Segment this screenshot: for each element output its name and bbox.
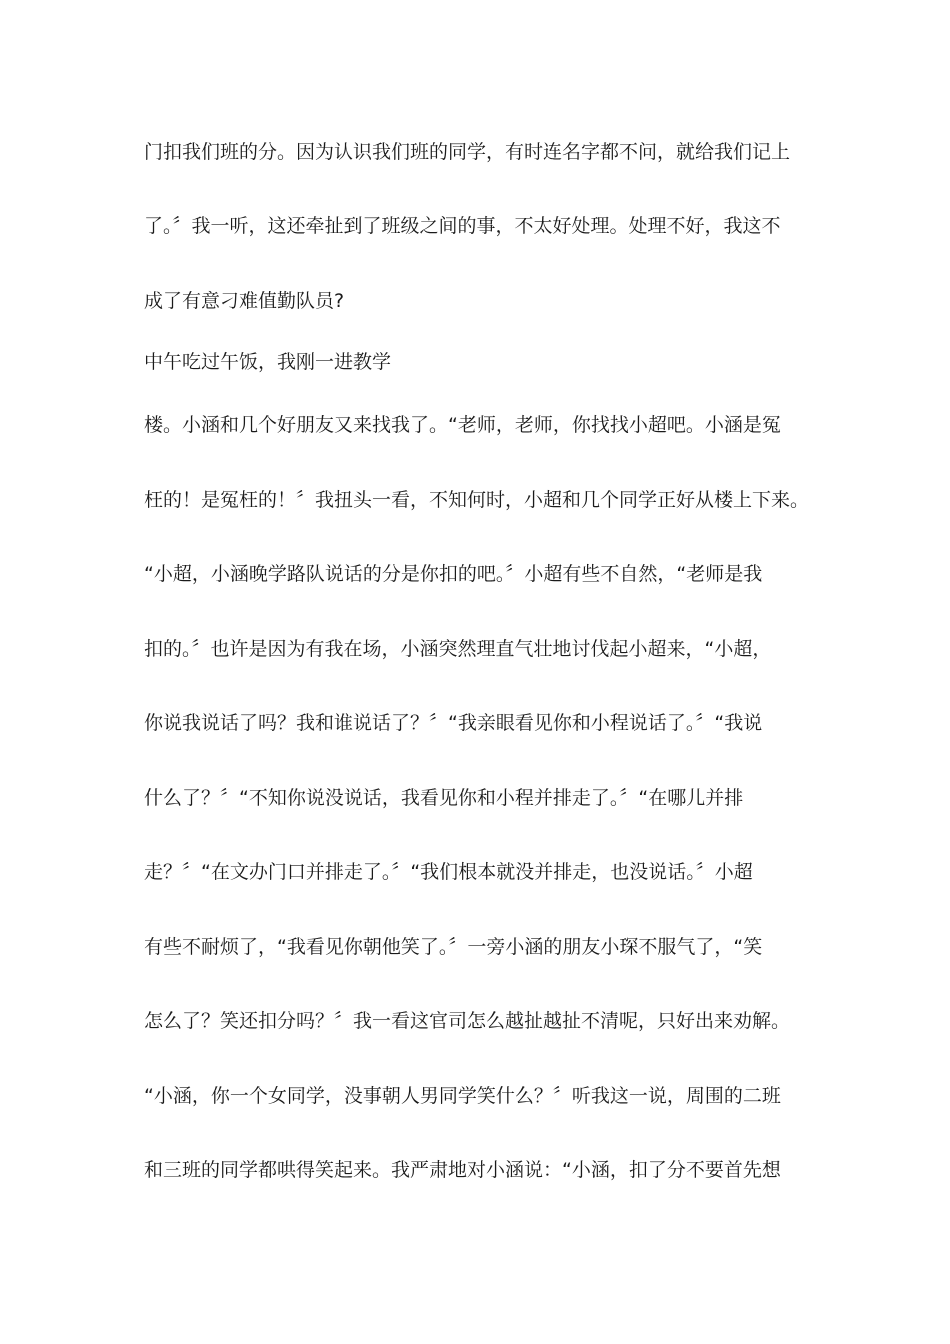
text-line-11: 走？〞“在文办门口并排走了。〞“我们根本就没并排走，也没说话。〞小超 [144,861,753,883]
text-line-9: 你说我说话了吗？我和谁说话了？〞“我亲眼看见你和小程说话了。〞“我说 [144,712,763,734]
text-line-10: 什么了？〞“不知你说没说话，我看见你和小程并排走了。〞“在哪儿并排 [144,787,744,809]
text-line-5: 楼。小涵和几个好朋友又来找我了。“老师，老师，你找找小超吧。小涵是冤 [144,414,781,436]
text-line-7: “小超，小涵晚学路队说话的分是你扣的吧。〞小超有些不自然，“老师是我 [144,563,763,585]
text-line-8: 扣的。〞也许是因为有我在场，小涵突然理直气壮地讨伐起小超来，“小超， [144,638,772,660]
text-line-12: 有些不耐烦了，“我看见你朝他笑了。〞一旁小涵的朋友小琛不服气了，“笑 [144,936,763,958]
text-line-2: 了。〞我一听，这还牵扯到了班级之间的事，不太好处理。处理不好，我这不 [144,215,781,237]
text-line-4: 中午吃过午饭，我刚一进教学 [144,351,392,373]
text-line-14: “小涵，你一个女同学，没事朝人男同学笑什么？〞听我这一说，周围的二班 [144,1085,781,1107]
text-line-3: 成了有意刁难值勤队员? [144,290,345,312]
text-line-6: 枉的！是冤枉的！〞我扭头一看，不知何时，小超和几个同学正好从楼上下来。 [144,489,810,511]
text-line-1: 门扣我们班的分。因为认识我们班的同学，有时连名字都不问，就给我们记上 [144,141,791,163]
text-line-13: 怎么了？笑还扣分吗？〞我一看这官司怎么越扯越扯不清呢，只好出来劝解。 [144,1010,791,1032]
text-line-15: 和三班的同学都哄得笑起来。我严肃地对小涵说：“小涵，扣了分不要首先想 [144,1159,781,1181]
